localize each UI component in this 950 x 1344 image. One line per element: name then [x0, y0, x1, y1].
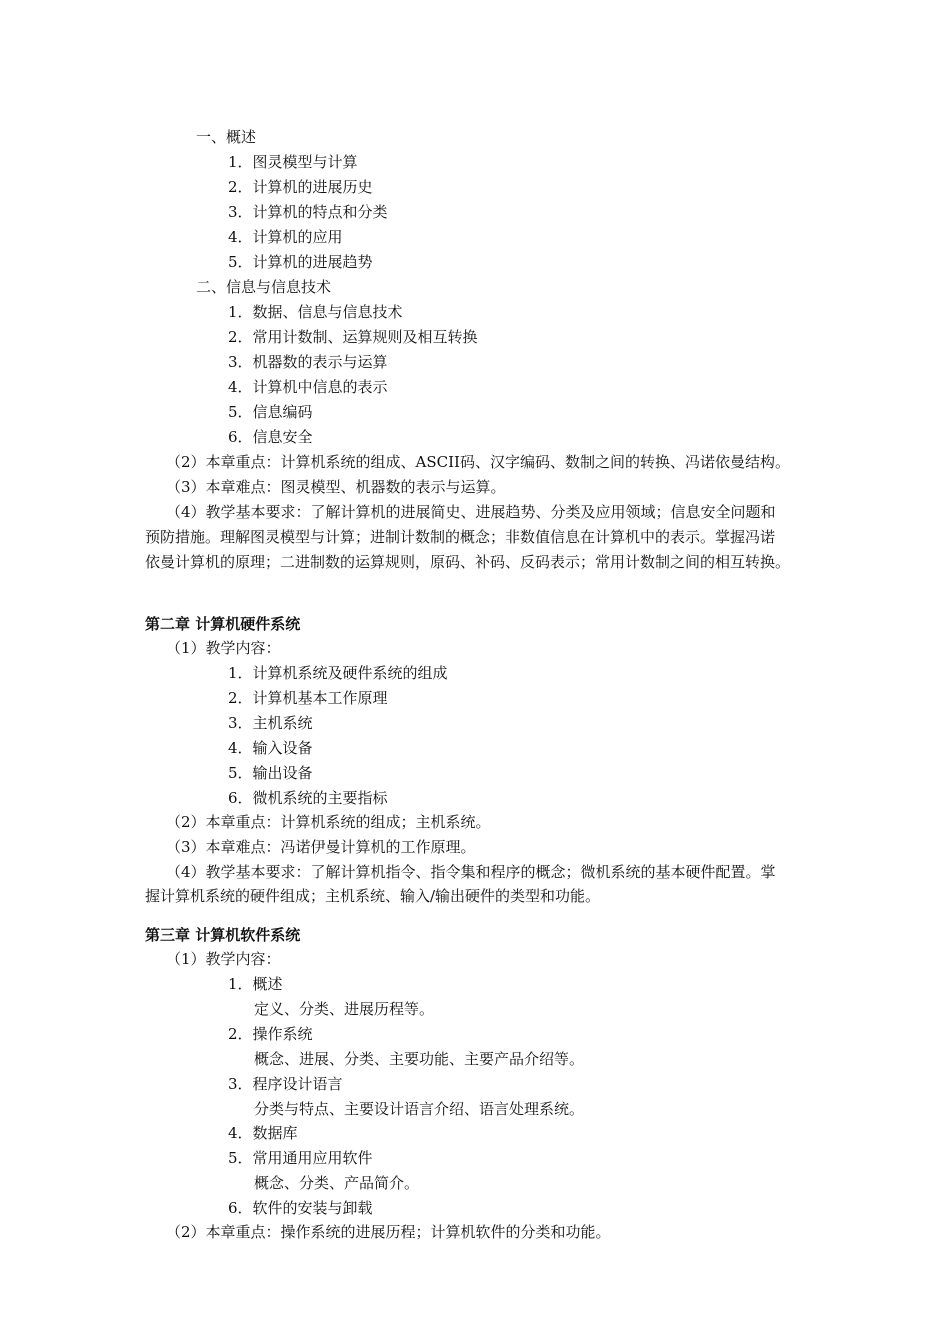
chapter-key-points: （2）本章重点：计算机系统的组成；主机系统。	[166, 813, 491, 831]
teaching-content-label: （1）教学内容：	[166, 639, 281, 657]
list-item: 6．微机系统的主要指标	[228, 789, 388, 807]
list-item: 4．计算机中信息的表示	[228, 378, 388, 396]
chapter-difficult-points: （3）本章难点：冯诺伊曼计算机的工作原理。	[166, 838, 476, 856]
chapter-2-title: 第二章 计算机硬件系统	[145, 615, 301, 633]
list-item: 3．计算机的特点和分类	[228, 203, 388, 221]
list-item: 5．常用通用应用软件	[228, 1149, 373, 1167]
chapter-requirements-cont: 握计算机系统的硬件组成；主机系统、输入/输出硬件的类型和功能。	[145, 887, 601, 905]
list-item: 2．常用计数制、运算规则及相互转换	[228, 328, 478, 346]
chapter-requirements-cont: 预防措施。理解图灵模型与计算；进制计数制的概念；非数值信息在计算机中的表示。掌握冯诺	[145, 528, 776, 546]
list-item-description: 概念、分类、产品简介。	[254, 1174, 420, 1192]
list-item: 1．数据、信息与信息技术	[228, 303, 403, 321]
section-heading-information: 二、信息与信息技术	[196, 278, 332, 296]
list-item: 6．信息安全	[228, 428, 313, 446]
list-item-description: 概念、进展、分类、主要功能、主要产品介绍等。	[254, 1050, 585, 1068]
list-item: 1．图灵模型与计算	[228, 153, 358, 171]
list-item: 3．程序设计语言	[228, 1075, 343, 1093]
list-item: 4．计算机的应用	[228, 228, 343, 246]
chapter-key-points: （2）本章重点：操作系统的进展历程；计算机软件的分类和功能。	[166, 1223, 611, 1241]
list-item: 1．概述	[228, 975, 283, 993]
chapter-difficult-points: （3）本章难点：图灵模型、机器数的表示与运算。	[166, 478, 506, 496]
list-item: 4．输入设备	[228, 739, 313, 757]
list-item: 5．计算机的进展趋势	[228, 253, 373, 271]
list-item: 3．机器数的表示与运算	[228, 353, 388, 371]
list-item: 4．数据库	[228, 1124, 298, 1142]
list-item: 5．输出设备	[228, 764, 313, 782]
chapter-requirements-cont: 依曼计算机的原理；二进制数的运算规则，原码、补码、反码表示；常用计数制之间的相互转换。	[145, 553, 791, 571]
list-item: 2．操作系统	[228, 1025, 313, 1043]
chapter-key-points: （2）本章重点：计算机系统的组成、ASCII码、汉字编码、数制之间的转换、冯诺依曼结构。	[166, 453, 790, 471]
chapter-3-title: 第三章 计算机软件系统	[145, 926, 301, 944]
section-heading-overview: 一、概述	[196, 128, 257, 146]
list-item: 5．信息编码	[228, 403, 313, 421]
list-item-description: 定义、分类、进展历程等。	[254, 1000, 435, 1018]
list-item: 3．主机系统	[228, 714, 313, 732]
list-item-description: 分类与特点、主要设计语言介绍、语言处理系统。	[254, 1100, 585, 1118]
teaching-content-label: （1）教学内容：	[166, 950, 281, 968]
list-item: 2．计算机的进展历史	[228, 178, 373, 196]
chapter-requirements: （4）教学基本要求：了解计算机指令、指令集和程序的概念；微机系统的基本硬件配置。掌	[166, 863, 776, 881]
chapter-requirements: （4）教学基本要求：了解计算机的进展简史、进展趋势、分类及应用领域；信息安全问题和	[166, 503, 776, 521]
list-item: 2．计算机基本工作原理	[228, 689, 388, 707]
list-item: 1．计算机系统及硬件系统的组成	[228, 664, 448, 682]
list-item: 6．软件的安装与卸载	[228, 1199, 373, 1217]
